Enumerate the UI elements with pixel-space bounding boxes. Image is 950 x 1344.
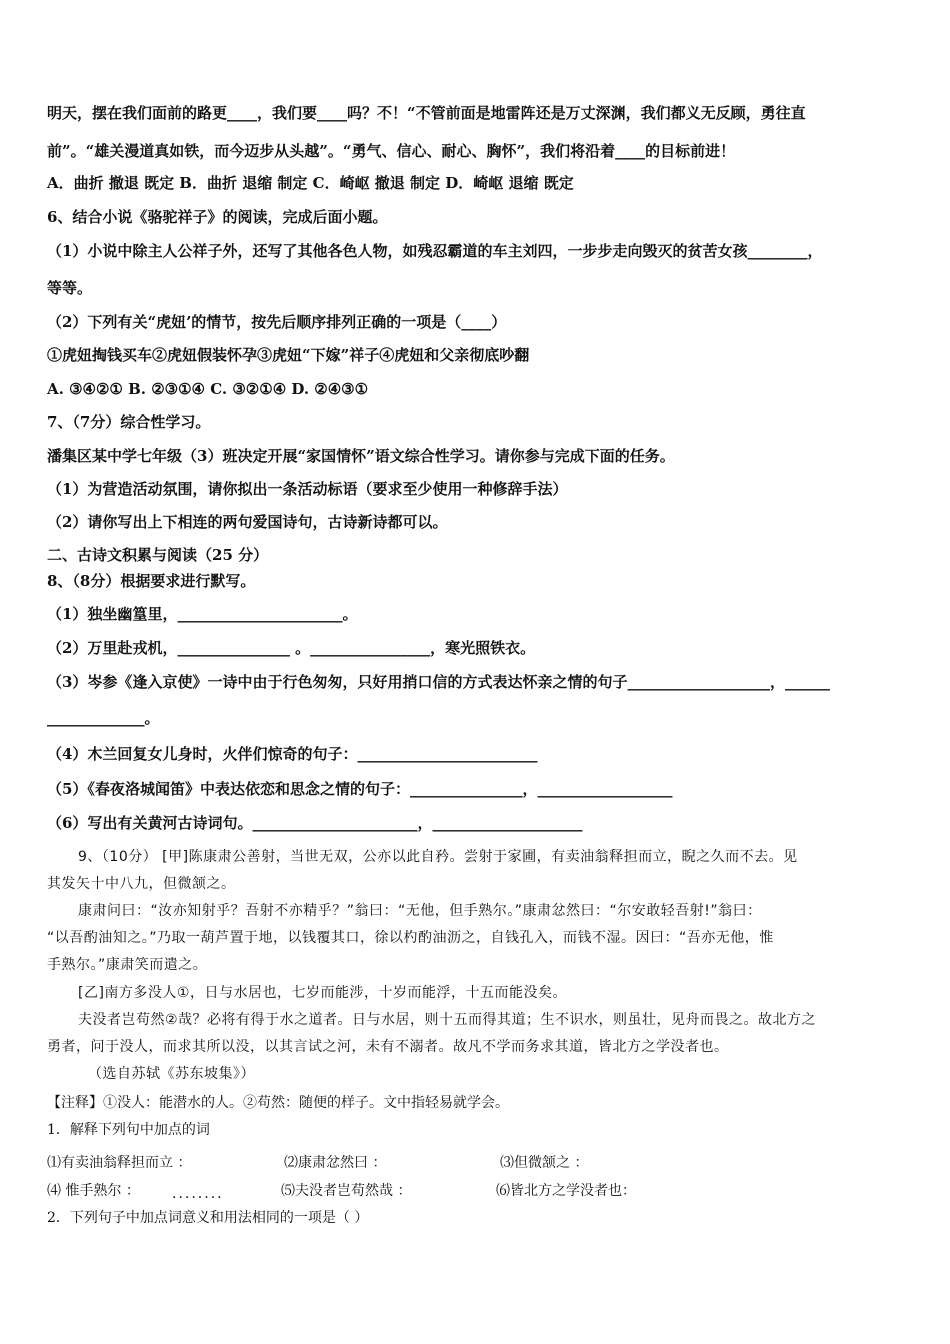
q6-sub2: （2）下列有关“虎妞’的情节，按先后顺序排列正确的一项是（____） <box>47 313 507 331</box>
q9-word2: ⑵康肃忿然曰 ： <box>284 1155 387 1171</box>
q9-word4-dots: ........ <box>172 1186 224 1202</box>
q9-notes: 【注释】①没人：能潜水的人。②苟然：随便的样子。文中指轻易就学会。 <box>47 1095 509 1111</box>
q8-s5: （5）《春夜洛城闻笛》中表达依恋和思念之情的句子：_______________，__________________ <box>47 780 673 798</box>
q8-s2: （2）万里赴戎机，_______________ 。________________，寒光照铁衣。 <box>47 639 536 657</box>
q7-intro: 潘集区某中学七年级（3）班决定开展“家国情怀”语文综合性学习。请你参与完成下面的任务。 <box>47 447 675 465</box>
q8-s1: （1）独坐幽篁里，______________________。 <box>47 605 358 623</box>
q5-options: A．曲折 撤退 既定 B．曲折 退缩 制定 C．崎岖 撤退 制定 D．崎岖 退缩 既定 <box>47 174 574 192</box>
q9-p3: [乙]南方多没人①，日与水居也，七岁而能涉，十岁而能浮，十五而能没矣。 <box>78 985 567 1001</box>
q8-title: 8、（8分）根据要求进行默写。 <box>47 572 256 590</box>
q9-word5: ⑸夫没者岂苟然哉 ： <box>281 1183 412 1199</box>
q9-p2-line3: 手熟尔。”康肃笑而遣之。 <box>47 957 208 973</box>
q5-line1: 明天，摆在我们面前的路更____，我们要____吗？不！“不管前面是地雷阵还是万丈深渊，我们都义无反顾，勇往直 <box>47 104 806 122</box>
q9-word1: ⑴有卖油翁释担而立 ： <box>47 1155 192 1171</box>
q6-sub1-line1: （1）小说中除主人公祥子外，还写了其他各色人物，如残忍霸道的车主刘四，一步步走向毁灭的贫苦女孩________， <box>47 242 823 260</box>
q9-p2-line1: 康肃问曰：“汝亦知射乎？吾射不亦精乎？”翁曰：“无他，但手熟尔。”康肃忿然曰：“尔安敢轻吾射!”翁曰： <box>78 903 762 919</box>
q6-options: A. ③④②① B. ②③①④ C. ③②①④ D. ②④③① <box>47 380 369 398</box>
q9-p4-line2: 勇者，问于没人，而求其所以没，以其言试之河，未有不溺者。故凡不学而务求其道，皆北方之学没者也。 <box>47 1039 729 1055</box>
q9-p1-line1: 9、（10分） [甲]陈康肃公善射，当世无双，公亦以此自矜。尝射于家圃，有卖油翁释担而立，睨之久而不去。见 <box>78 849 798 865</box>
section-2-heading: 二、古诗文积累与阅读（25 分） <box>47 546 269 564</box>
q9-p4-line1: 夫没者岂苟然②哉？必将有得于水之道者。日与水居，则十五而得其道；生不识水，则虽壮，见舟而畏之。故北方之 <box>78 1012 817 1028</box>
q7-sub1: （1）为营造活动氛围，请你拟出一条活动标语（要求至少使用一种修辞手法） <box>47 480 568 498</box>
q9-word6: ⑹皆北方之学没者也： <box>496 1183 636 1199</box>
q9-task1: 1．解释下列句中加点的词 <box>47 1122 210 1138</box>
q8-s3-line2: _____________。 <box>47 709 160 727</box>
q9-word4: ⑷ 惟手熟尔 ： <box>47 1183 140 1199</box>
q8-s4: （4）木兰回复女儿身时，火伴们惊奇的句子：________________________ <box>47 745 538 763</box>
q5-line2: 前”。“雄关漫道真如铁，而今迈步从头越”。“勇气、信心、耐心、胸怀”，我们将沿着____的目标前进！ <box>47 142 736 160</box>
q8-s3-line1: （3）岑参《逢入京使》一诗中由于行色匆匆，只好用捎口信的方式表达怀亲之情的句子___________________，______ <box>47 673 830 691</box>
q9-word3: ⑶但微颔之 ： <box>500 1155 589 1171</box>
q7-title: 7、（7分）综合性学习。 <box>47 413 211 431</box>
q6-events: ①虎妞掏钱买车②虎妞假装怀孕③虎妞“下嫁”祥子④虎妞和父亲彻底吵翻 <box>47 346 530 364</box>
q6-sub1-line2: 等等。 <box>47 279 93 297</box>
q9-p2-line2: “以吾酌油知之。”乃取一葫芦置于地，以钱覆其口，徐以杓酌油沥之，自钱孔入，而钱不湿。因曰：“吾亦无他，惟 <box>47 930 774 946</box>
q7-sub2: （2）请你写出上下相连的两句爱国诗句，古诗新诗都可以。 <box>47 513 448 531</box>
q6-title: 6、结合小说《骆驼祥子》的阅读，完成后面小题。 <box>47 208 388 226</box>
q9-task2: 2．下列句子中加点词意义和用法相同的一项是（ ） <box>47 1210 369 1226</box>
q9-p1-line2: 其发矢十中八九，但微颔之。 <box>47 876 236 892</box>
q9-source: （选自苏轼《苏东坡集》） <box>88 1066 255 1082</box>
q8-s6: （6）写出有关黄河古诗词句。______________________，____________________ <box>47 814 583 832</box>
